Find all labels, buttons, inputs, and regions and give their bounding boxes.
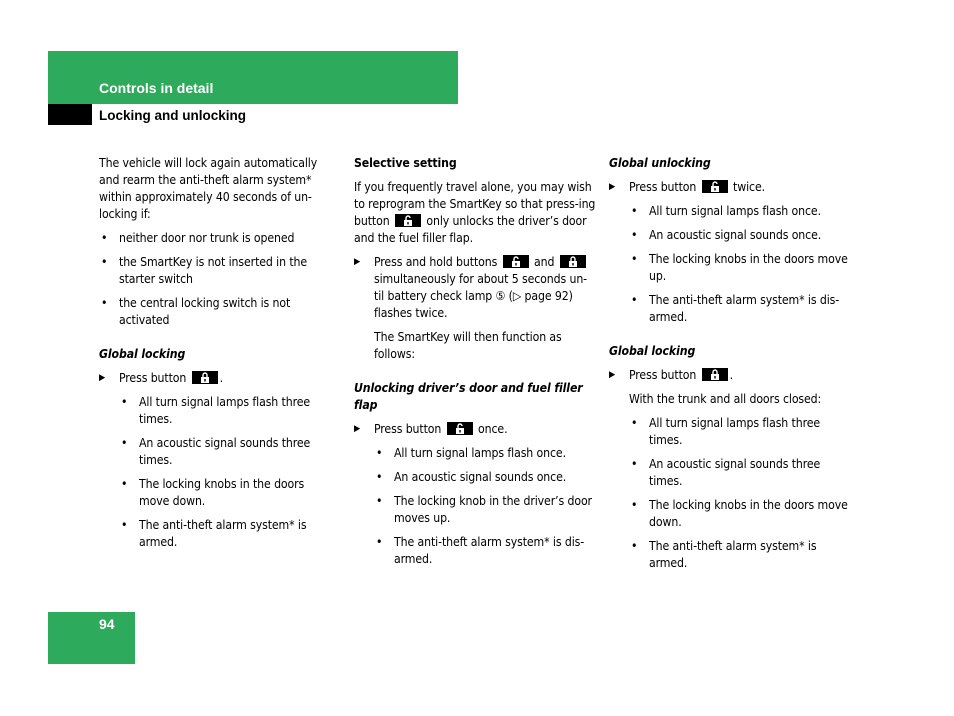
arrow-icon: ▶ xyxy=(354,257,361,267)
press-unlock-step: ▶ Press button once. xyxy=(354,422,508,436)
selective-intro: If you frequently travel alone, you may wish to reprogram the SmartKey so that press-ing button only unlocks the driver’s door and the fuel filler flap. xyxy=(354,180,596,245)
global-unlocking-heading: Global unlocking xyxy=(609,156,711,170)
arrow-icon: ▶ xyxy=(99,373,106,383)
list-item: • The anti-theft alarm system* is armed. xyxy=(121,518,307,549)
list-item: • An acoustic signal sounds once. xyxy=(631,228,822,242)
column-3 xyxy=(609,155,851,579)
page-number-box xyxy=(48,612,135,664)
closed-note: With the trunk and all doors closed: xyxy=(629,392,822,406)
list-item: • An acoustic signal sounds three times. xyxy=(121,436,311,467)
selective-setting-heading: Selective setting xyxy=(354,156,457,170)
lock-icon xyxy=(560,255,586,268)
global-locking-heading: Global locking xyxy=(99,347,186,361)
unlock-icon xyxy=(395,214,421,227)
list-item: • The locking knobs in the doors move up. xyxy=(631,252,848,283)
global-unlock-results-list xyxy=(609,203,851,326)
list-item: • All turn signal lamps flash once. xyxy=(631,204,821,218)
press-lock-step: ▶ Press button . xyxy=(609,368,734,382)
unlock-icon xyxy=(447,422,473,435)
lock-icon xyxy=(702,368,728,381)
list-item: • the central locking switch is not activated xyxy=(101,296,291,327)
global-locking-heading: Global locking xyxy=(609,344,696,358)
column-1 xyxy=(99,155,331,558)
list-item: • An acoustic signal sounds once. xyxy=(376,470,567,484)
list-item: • the SmartKey is not inserted in the starter switch xyxy=(101,255,308,286)
header-bar xyxy=(48,51,458,104)
unlock-icon xyxy=(503,255,529,268)
function-note: The SmartKey will then function as follows: xyxy=(374,330,562,361)
arrow-icon: ▶ xyxy=(354,424,361,434)
list-item: • An acoustic signal sounds three times. xyxy=(631,457,821,488)
unlock-icon xyxy=(702,180,728,193)
header-marker xyxy=(48,104,92,125)
list-item: • neither door nor trunk is opened xyxy=(101,231,295,245)
arrow-icon: ▶ xyxy=(609,182,616,192)
list-item: • All turn signal lamps flash three times. xyxy=(121,395,311,426)
column-2 xyxy=(354,155,596,575)
lock-results-list xyxy=(99,394,331,551)
unlock-results-list xyxy=(354,445,596,568)
global-lock-results-list xyxy=(609,415,851,572)
list-item: • The locking knobs in the doors move down. xyxy=(121,477,305,508)
press-hold-step: ▶ Press and hold buttons and simultaneously for about 5 seconds un-til battery check lamp ⑤ (▷ page 92) flashes twice. xyxy=(354,255,588,320)
list-item: • The anti-theft alarm system* is armed. xyxy=(631,539,817,570)
lock-icon xyxy=(192,371,218,384)
list-item: • All turn signal lamps flash once. xyxy=(376,446,566,460)
intro-text: The vehicle will lock again automatically and rearm the anti-theft alarm system* within approximately 40 seconds of un-locking if: xyxy=(99,156,318,221)
list-item: • The anti-theft alarm system* is dis-armed. xyxy=(631,293,840,324)
page-number: 94 xyxy=(99,616,115,632)
unlock-driver-heading: Unlocking driver’s door and fuel filler flap xyxy=(354,381,583,412)
list-item: • The locking knobs in the doors move down. xyxy=(631,498,848,529)
press-lock-step: ▶ Press button . xyxy=(99,371,224,385)
section-title: Controls in detail xyxy=(99,80,214,96)
list-item: • All turn signal lamps flash three times. xyxy=(631,416,821,447)
conditions-list xyxy=(99,230,331,329)
arrow-icon: ▶ xyxy=(609,370,616,380)
list-item: • The locking knob in the driver’s door moves up. xyxy=(376,494,592,525)
press-unlock-twice-step: ▶ Press button twice. xyxy=(609,180,766,194)
subsection-title: Locking and unlocking xyxy=(99,108,247,123)
list-item: • The anti-theft alarm system* is dis-armed. xyxy=(376,535,585,566)
